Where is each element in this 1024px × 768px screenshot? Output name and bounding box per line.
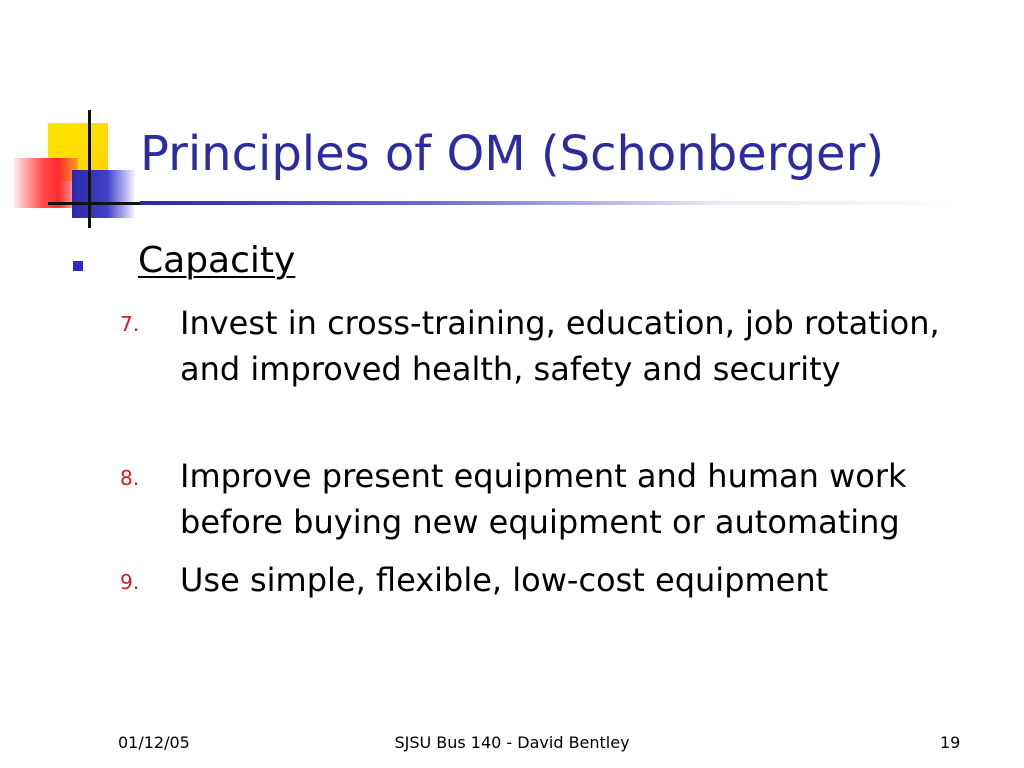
list-item-text: Use simple, flexible, low-cost equipment — [180, 561, 829, 599]
section-heading: Capacity — [138, 240, 296, 281]
footer-course: SJSU Bus 140 - David Bentley — [394, 733, 630, 752]
list-item-text: Invest in cross-training, education, job rotation, and improved health, safety and security — [180, 304, 940, 388]
logo-red-square — [14, 158, 78, 208]
bullet-square-icon — [73, 261, 83, 271]
title-underline-rule — [140, 201, 970, 205]
list-item-number: 9. — [120, 570, 140, 594]
slide-logo-graphic — [0, 0, 150, 240]
logo-blue-square — [72, 170, 136, 218]
list-item-number: 7. — [120, 312, 140, 336]
footer-date: 01/12/05 — [118, 733, 190, 752]
list-item-text: Improve present equipment and human work before buying new equipment or automating — [180, 457, 907, 541]
footer-page-number: 19 — [940, 733, 961, 752]
slide-title: Principles of OM (Schonberger) — [140, 126, 885, 182]
list-item-number: 8. — [120, 466, 140, 490]
logo-vertical-line — [88, 110, 91, 228]
